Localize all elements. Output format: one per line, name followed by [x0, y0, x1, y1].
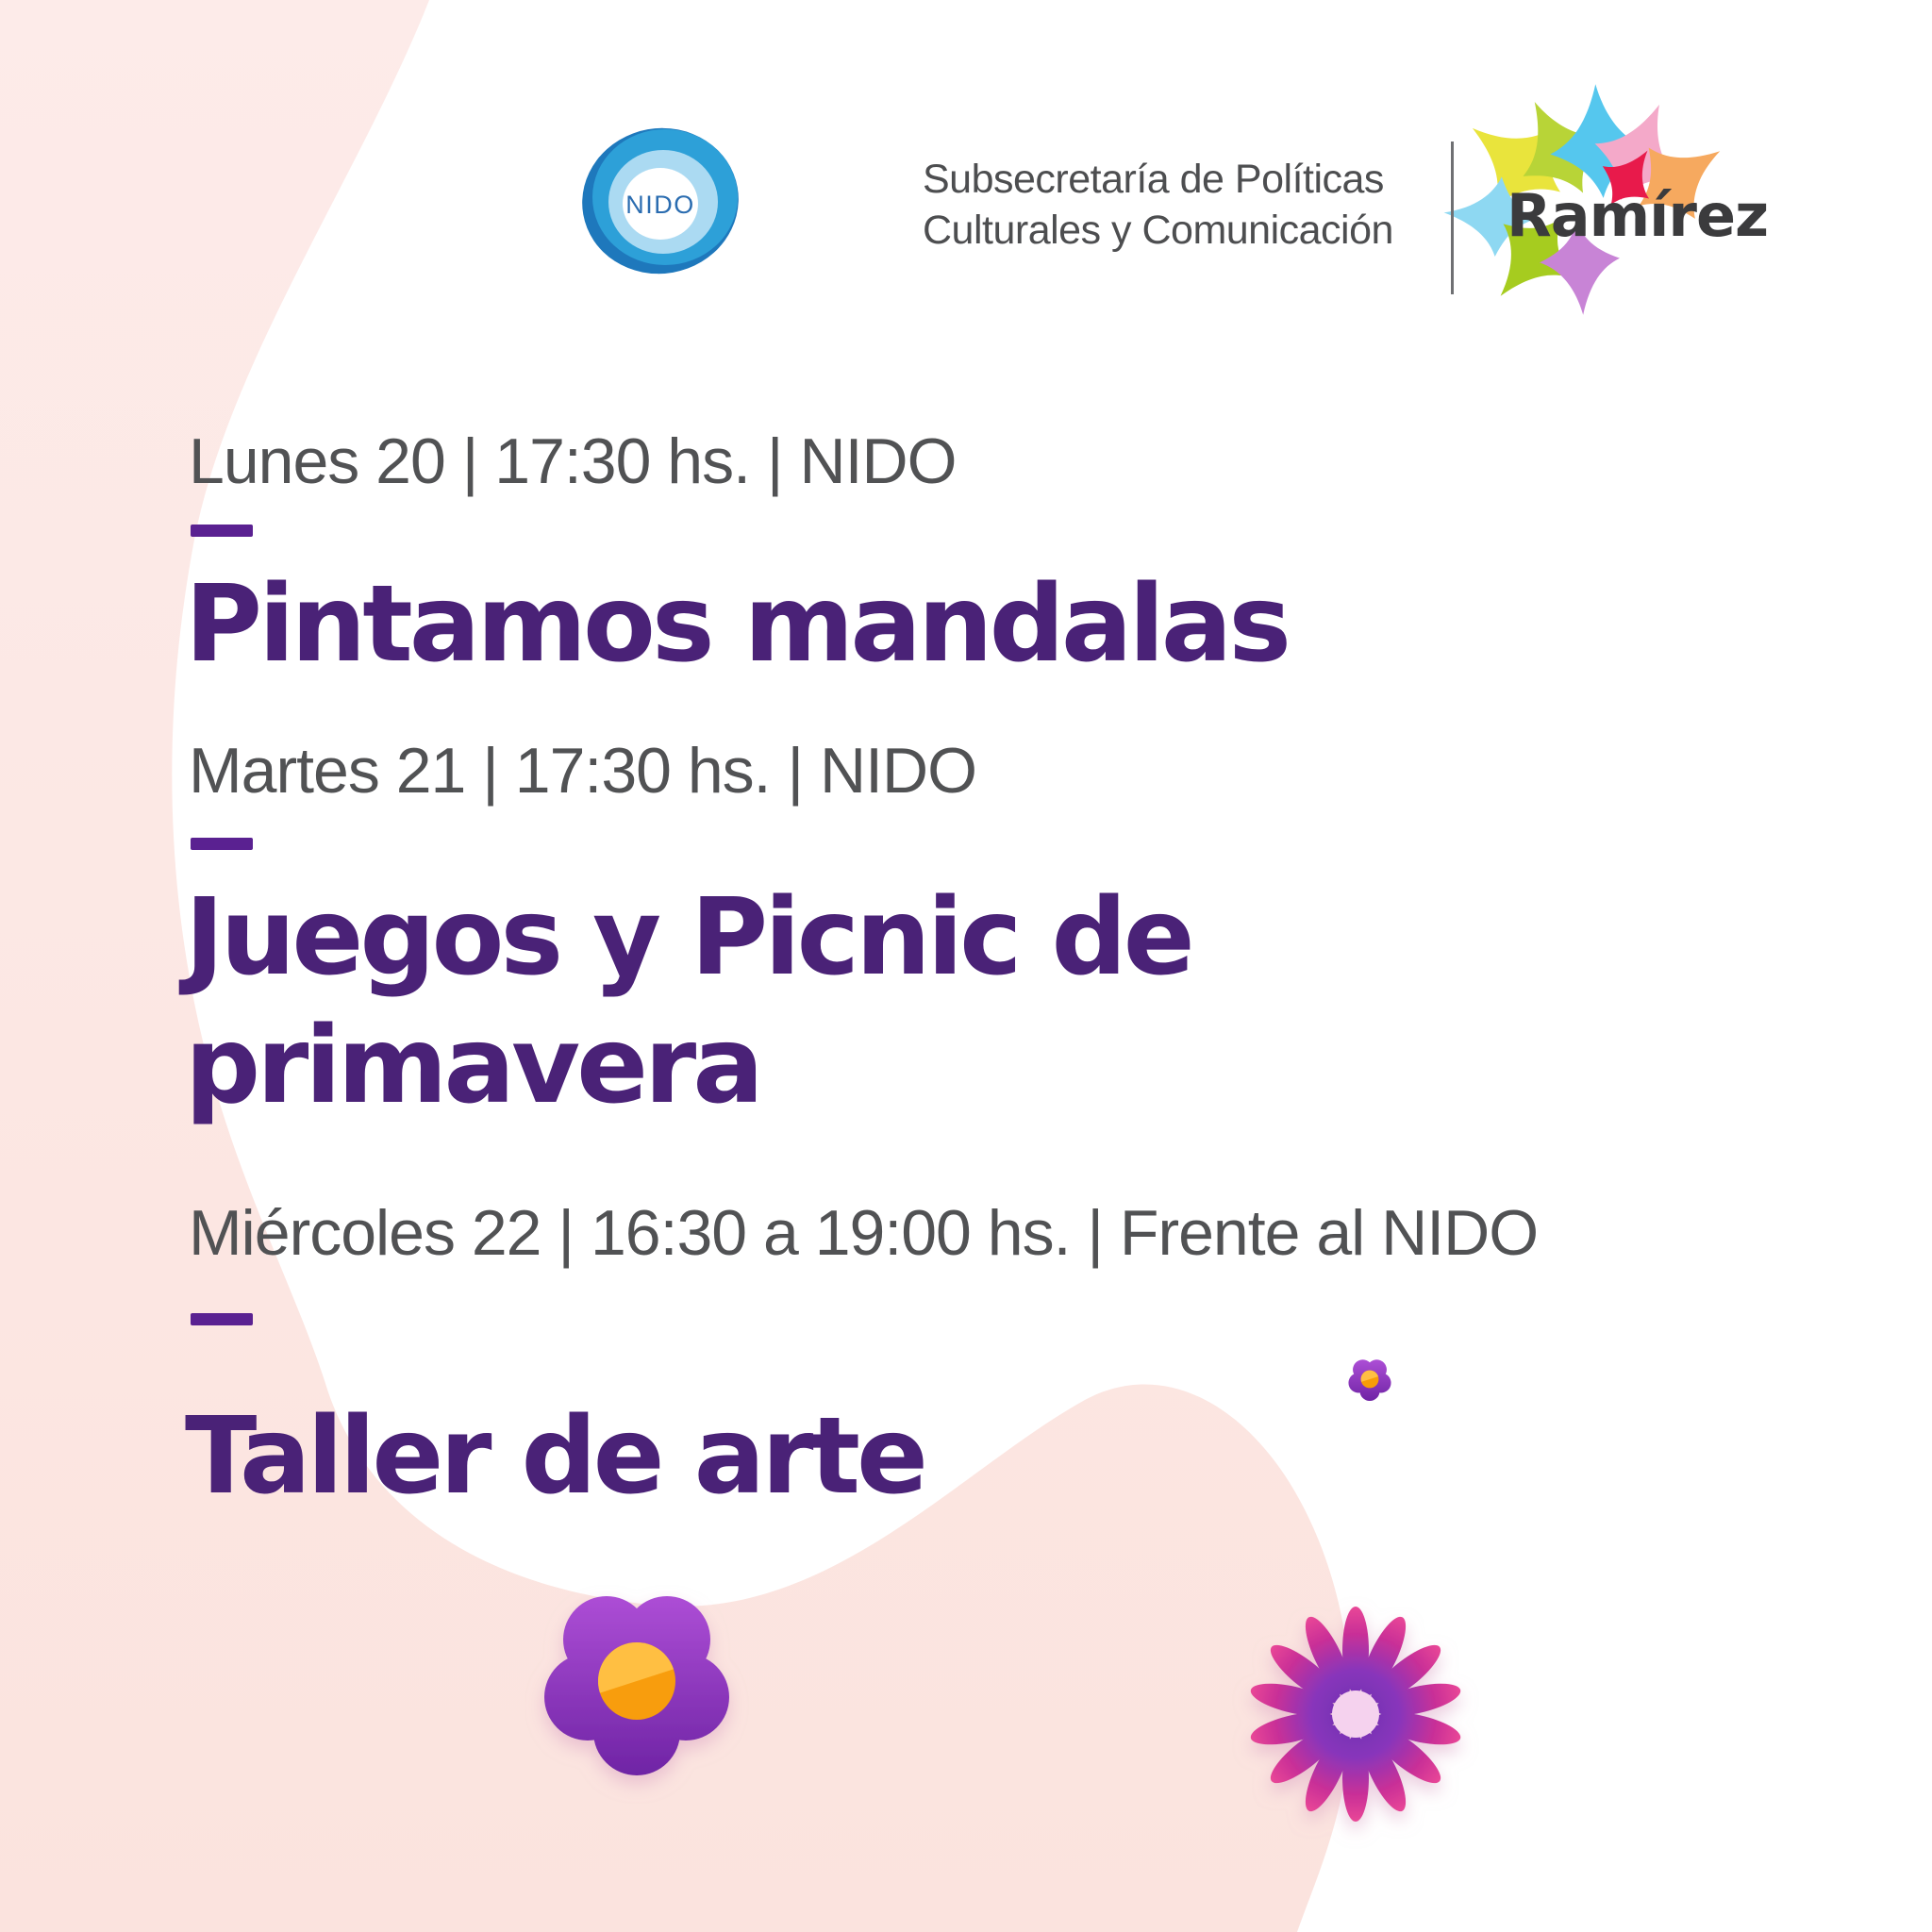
event-schedule: Martes 21 | 17:30 hs. | NIDO — [189, 735, 977, 807]
nido-logo-text: NIDO — [625, 191, 695, 219]
ramirez-logo-text: Ramírez — [1507, 181, 1769, 250]
event-title: Taller de arte — [185, 1395, 924, 1518]
event-divider-dash — [191, 1313, 253, 1325]
department-subtitle-line1: Subsecretaría de Políticas — [923, 157, 1384, 202]
event-divider-dash — [191, 838, 253, 850]
event-title-line1: Juegos y Picnic de — [185, 876, 1191, 999]
event-schedule: Miércoles 22 | 16:30 a 19:00 hs. | Frente al NIDO — [189, 1197, 1539, 1269]
department-subtitle-line2: Culturales y Comunicación — [923, 208, 1393, 253]
event-divider-dash — [191, 525, 253, 537]
purple-flower-small-icon — [1348, 1359, 1391, 1401]
header-divider — [1451, 142, 1454, 294]
nido-logo — [571, 116, 750, 286]
event-title: Pintamos mandalas — [185, 563, 1289, 686]
event-schedule: Lunes 20 | 17:30 hs. | NIDO — [189, 425, 957, 497]
event-title-line2: primavera — [185, 1005, 760, 1127]
